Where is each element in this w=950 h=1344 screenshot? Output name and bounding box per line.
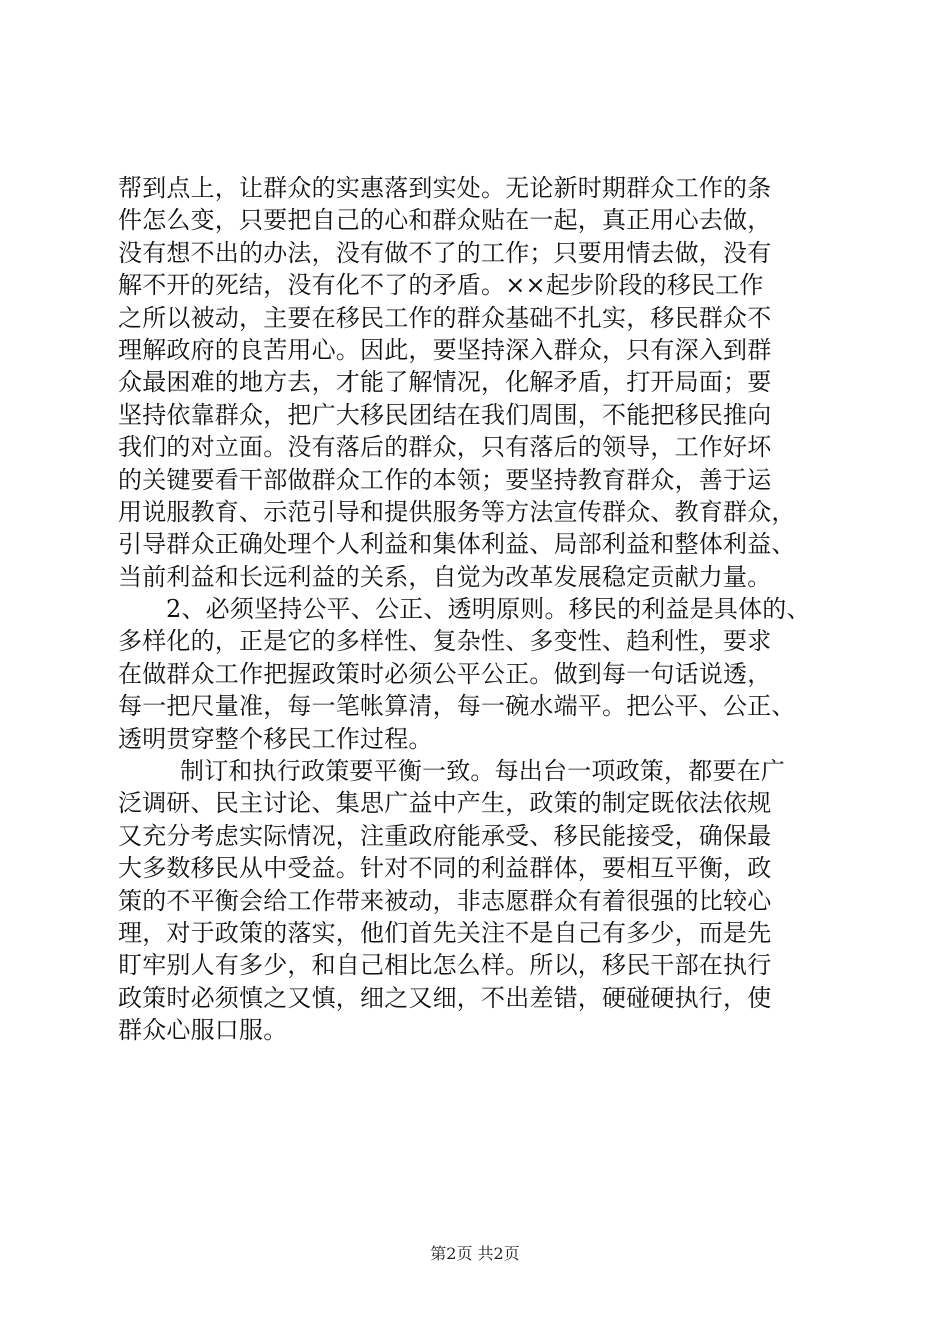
text-line: 的关键要看干部做群众工作的本领；要坚持教育群众，善于运 <box>118 465 772 494</box>
paragraph-start-line: 制订和执行政策要平衡一致。每出台一项政策，都要在广 <box>180 757 785 786</box>
text-line: 又充分考虑实际情况，注重政府能承受、移民能接受，确保最 <box>118 821 772 850</box>
paragraph-start-line: 2、必须坚持公平、公正、透明原则。移民的利益是具体的、 <box>166 595 811 624</box>
text-line: 件怎么变，只要把自己的心和群众贴在一起，真正用心去做， <box>118 206 772 235</box>
document-body <box>118 172 840 1047</box>
text-line: 理，对于政策的落实，他们首先关注不是自己有多少，而是先 <box>118 918 772 947</box>
text-line: 我们的对立面。没有落后的群众，只有落后的领导，工作好坏 <box>118 433 772 462</box>
page-footer <box>0 1244 950 1264</box>
text-line: 大多数移民从中受益。针对不同的利益群体，要相互平衡，政 <box>118 854 772 883</box>
text-line: 坚持依靠群众，把广大移民团结在我们周围，不能把移民推向 <box>118 400 772 429</box>
text-line: 政策时必须慎之又慎，细之又细，不出差错，硬碰硬执行，使 <box>118 983 772 1012</box>
text-line: 帮到点上，让群众的实惠落到实处。无论新时期群众工作的条 <box>118 174 772 202</box>
page-number-label: 第2页 共2页 <box>430 1244 520 1263</box>
text-line: 透明贯穿整个移民工作过程。 <box>118 724 433 753</box>
text-line: 策的不平衡会给工作带来被动，非志愿群众有着很强的比较心 <box>118 886 772 915</box>
text-line: 当前利益和长远利益的关系，自觉为改革发展稳定贡献力量。 <box>118 562 772 591</box>
text-line: 解不开的死结，没有化不了的矛盾。××起步阶段的移民工作 <box>118 271 764 300</box>
text-line: 多样化的，正是它的多样性、复杂性、多变性、趋利性，要求 <box>118 627 772 656</box>
text-line: 众最困难的地方去，才能了解情况，化解矛盾，打开局面；要 <box>118 368 772 397</box>
text-line: 泛调研、民主讨论、集思广益中产生，政策的制定既依法依规 <box>118 789 772 818</box>
text-line: 引导群众正确处理个人利益和集体利益、局部利益和整体利益、 <box>118 530 796 559</box>
text-line: 每一把尺量准，每一笔帐算清，每一碗水端平。把公平、公正、 <box>118 692 796 721</box>
text-line: 群众心服口服。 <box>118 1016 288 1045</box>
text-line: 之所以被动，主要在移民工作的群众基础不扎实，移民群众不 <box>118 303 772 332</box>
text-line: 用说服教育、示范引导和提供服务等方法宣传群众、教育群众， <box>118 497 796 526</box>
text-line: 在做群众工作把握政策时必须公平公正。做到每一句话说透， <box>118 659 772 688</box>
text-line: 盯牢别人有多少，和自己相比怎么样。所以，移民干部在执行 <box>118 951 772 980</box>
text-line: 理解政府的良苦用心。因此，要坚持深入群众，只有深入到群 <box>118 335 772 364</box>
text-line: 没有想不出的办法，没有做不了的工作；只要用情去做，没有 <box>118 238 772 267</box>
